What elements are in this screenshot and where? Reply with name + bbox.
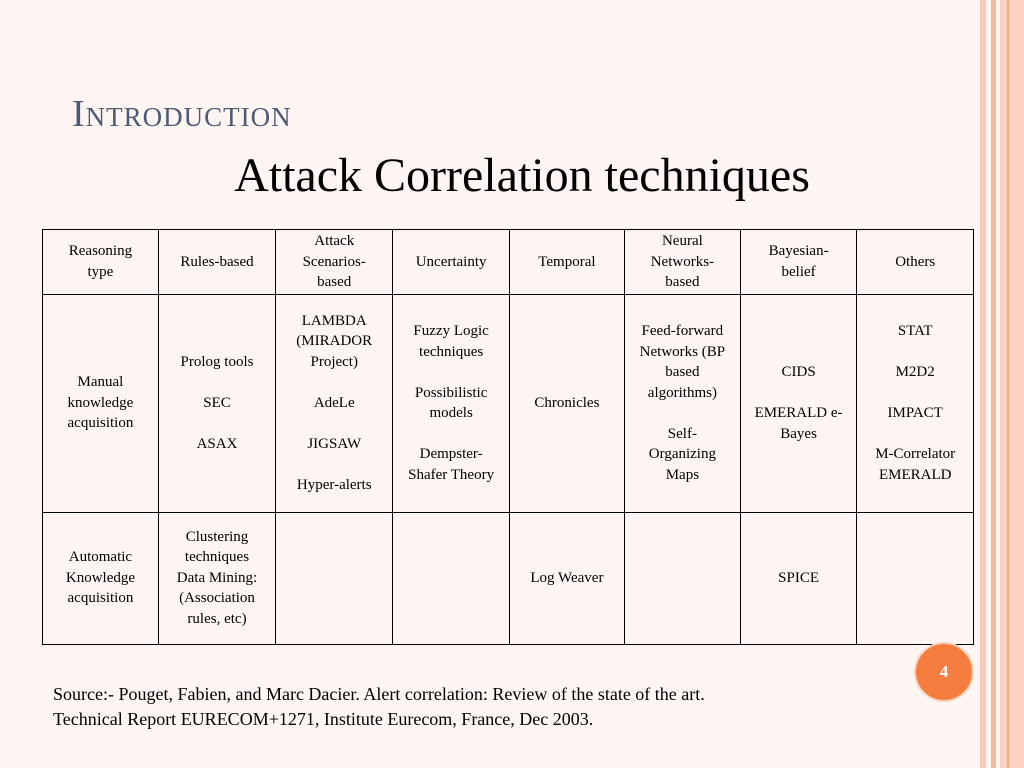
source-line-1: Source:- Pouget, Fabien, and Marc Dacier. Alert correlation: Review of the state of the art.	[53, 684, 705, 704]
header-cell-attack-scenarios: Attack Scenarios- based	[276, 230, 393, 295]
stripe	[1000, 0, 1024, 768]
cell-manual-uncertainty: Fuzzy Logic techniques Possibilistic models Dempster- Shafer Theory	[393, 294, 510, 512]
header-cell-temporal: Temporal	[509, 230, 624, 295]
correlation-table	[42, 229, 974, 645]
slide-title: Attack Correlation techniques	[234, 149, 810, 202]
header-cell-uncertainty: Uncertainty	[393, 230, 510, 295]
stripe	[1007, 0, 1009, 768]
decorative-stripes	[980, 0, 1024, 768]
source-citation	[53, 682, 913, 732]
cell-automatic-others	[857, 512, 974, 644]
row-label-automatic: Automatic Knowledge acquisition	[43, 512, 159, 644]
header-cell-reasoning-type: Reasoning type	[43, 230, 159, 295]
cell-manual-others: STAT M2D2 IMPACT M-Correlator EMERALD	[857, 294, 974, 512]
header-cell-rules-based: Rules-based	[158, 230, 275, 295]
source-line-2: Technical Report EURECOM+1271, Institute Eurecom, France, Dec 2003.	[53, 709, 594, 729]
row-label-manual: Manual knowledge acquisition	[43, 294, 159, 512]
header-cell-others: Others	[857, 230, 974, 295]
table-row-manual	[43, 294, 974, 512]
cell-automatic-rules: Clustering techniques Data Mining: (Association rules, etc)	[158, 512, 275, 644]
cell-automatic-uncertainty	[393, 512, 510, 644]
cell-automatic-neural	[624, 512, 740, 644]
cell-manual-bayesian: CIDS EMERALD e- Bayes	[740, 294, 857, 512]
cell-automatic-temporal: Log Weaver	[509, 512, 624, 644]
header-cell-bayesian: Bayesian- belief	[740, 230, 857, 295]
table-row-automatic	[43, 512, 974, 644]
cell-manual-temporal: Chronicles	[509, 294, 624, 512]
slide-kicker: Introduction	[72, 93, 292, 135]
cell-manual-rules: Prolog tools SEC ASAX	[158, 294, 275, 512]
cell-manual-neural: Feed-forward Networks (BP based algorithms) Self- Organizing Maps	[624, 294, 740, 512]
header-cell-neural-networks: Neural Networks- based	[624, 230, 740, 295]
cell-manual-scenarios: LAMBDA (MIRADOR Project) AdeLe JIGSAW Hyper-alerts	[276, 294, 393, 512]
cell-automatic-bayesian: SPICE	[740, 512, 857, 644]
table-header-row	[43, 230, 974, 295]
cell-automatic-scenarios	[276, 512, 393, 644]
page-number-badge: 4	[914, 642, 974, 702]
